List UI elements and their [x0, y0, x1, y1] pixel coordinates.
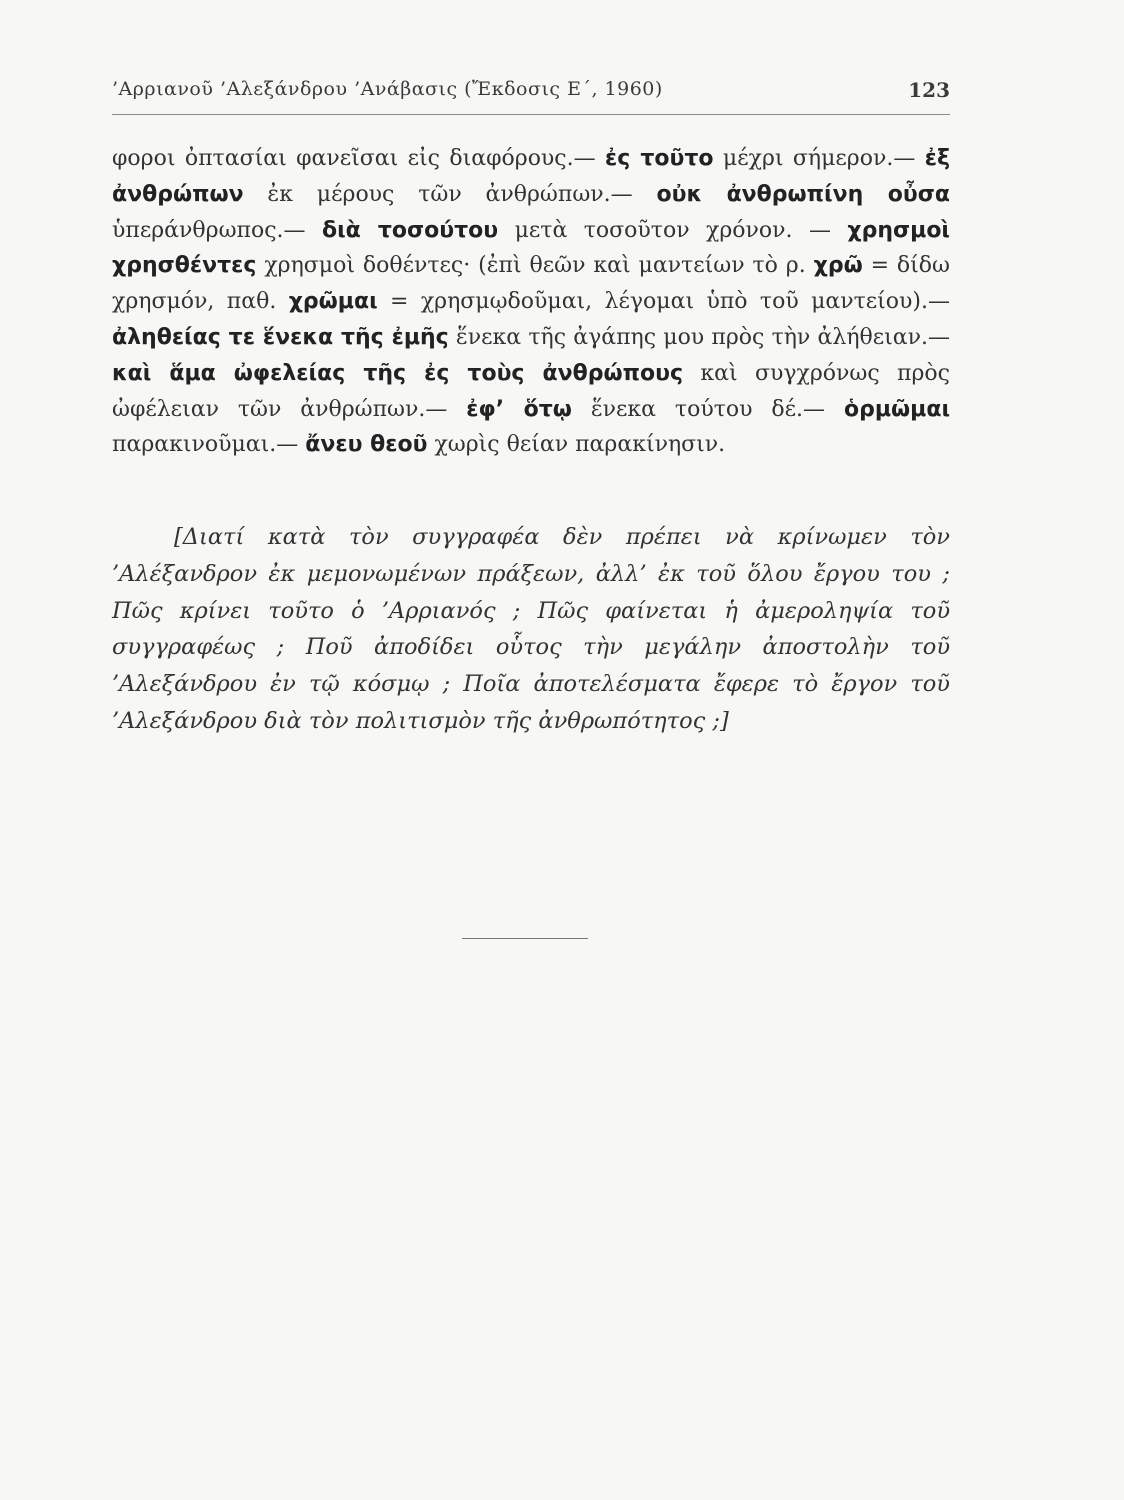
glossary-term: χρῶ [813, 253, 863, 279]
glossary-segment: ἕνεκα τῆς ἀγάπης μου πρὸς τὴν ἀλήθειαν.— [448, 324, 950, 350]
glossary-term: καὶ ἅμα ὠφελείας τῆς ἐς τοὺς ἀνθρώπους [112, 360, 683, 386]
glossary-term: ἄνευ θεοῦ [305, 432, 428, 458]
header-rule [112, 114, 950, 115]
glossary-segment: μέχρι σήμερον.— [713, 146, 925, 171]
glossary-segment: φοροι ὀπτασίαι φανεῖσαι εἰς διαφόρους.— [112, 146, 606, 171]
glossary-term: ὁρμῶμαι [843, 396, 951, 422]
glossary-term: χρῶμαι [288, 289, 378, 315]
page-number: 123 [908, 78, 950, 102]
glossary-segment: χρησμοὶ δοθέντες· (ἐπὶ θεῶν καὶ μαντείων τὸ ρ. [256, 253, 814, 279]
end-rule [462, 938, 588, 939]
running-header [112, 78, 950, 114]
header-title: ’Αρριανοῦ ’Αλεξάνδρου ’Ανάβασις (Ἔκδοσις Ε΄, 1960) [112, 78, 663, 100]
glossary-term: διὰ τοσούτου [321, 217, 499, 243]
glossary-segment: ἕνεκα τούτου δέ.— [571, 396, 844, 422]
glossary-term: ἐξ ἀνθρώπων [112, 146, 950, 207]
glossary-segment: παρακινοῦμαι.— [112, 432, 306, 458]
glossary-segment: χωρὶς θείαν παρακίνησιν. [427, 432, 726, 458]
glossary-term: ἐς τοῦτο [605, 146, 714, 171]
glossary-segment: καὶ συγχρόνως πρὸς ὠφέλειαν τῶν ἀνθρώπων.— [112, 360, 950, 422]
glossary-segment: = δίδω χρησμόν, παθ. [112, 253, 950, 315]
study-questions: [Διατί κατὰ τὸν συγγραφέα δὲν πρέπει νὰ κρίνωμεν τὸν ’Αλέξανδρον ἐκ μεμονωμένων πράξεων, ἀλλ’ ἐκ τοῦ ὅλου ἔργου του ; Πῶς κρίνει τοῦτο ὁ ’Αρριανός ; Πῶς φαίνεται ἡ ἀμεροληψία τοῦ συγγραφέως ; Ποῦ ἀποδίδει οὗτος τὴν μεγάλην ἀποστολὴν τοῦ ’Αλεξάνδρου ἐν τῷ κόσμῳ ; Ποῖα ἀποτελέσματα ἔφερε τὸ ἔργον τοῦ ’Αλεξάνδρου διὰ τὸν πολιτισμὸν τῆς ἀνθρωπότητος ;] [112, 524, 950, 734]
glossary-segment: μετὰ τοσοῦτον χρόνον. — [498, 217, 848, 243]
glossary-term: ἀληθείας τε ἕνεκα τῆς ἐμῆς [112, 324, 449, 350]
glossary-term: ἐφ’ ὅτῳ [466, 396, 572, 422]
glossary-paragraph [112, 141, 950, 463]
glossary-segment: = χρησμῳδοῦμαι, λέγομαι ὑπὸ τοῦ μαντείου).— [377, 289, 951, 315]
glossary-term: χρησμοὶ χρησθέντες [112, 217, 950, 279]
glossary-segment: ἐκ μέρους τῶν ἀνθρώπων.— [243, 181, 657, 207]
glossary-term: οὐκ ἀνθρωπίνη οὖσα [656, 181, 950, 207]
glossary-segment: ὑπεράνθρωπος.— [112, 217, 322, 243]
